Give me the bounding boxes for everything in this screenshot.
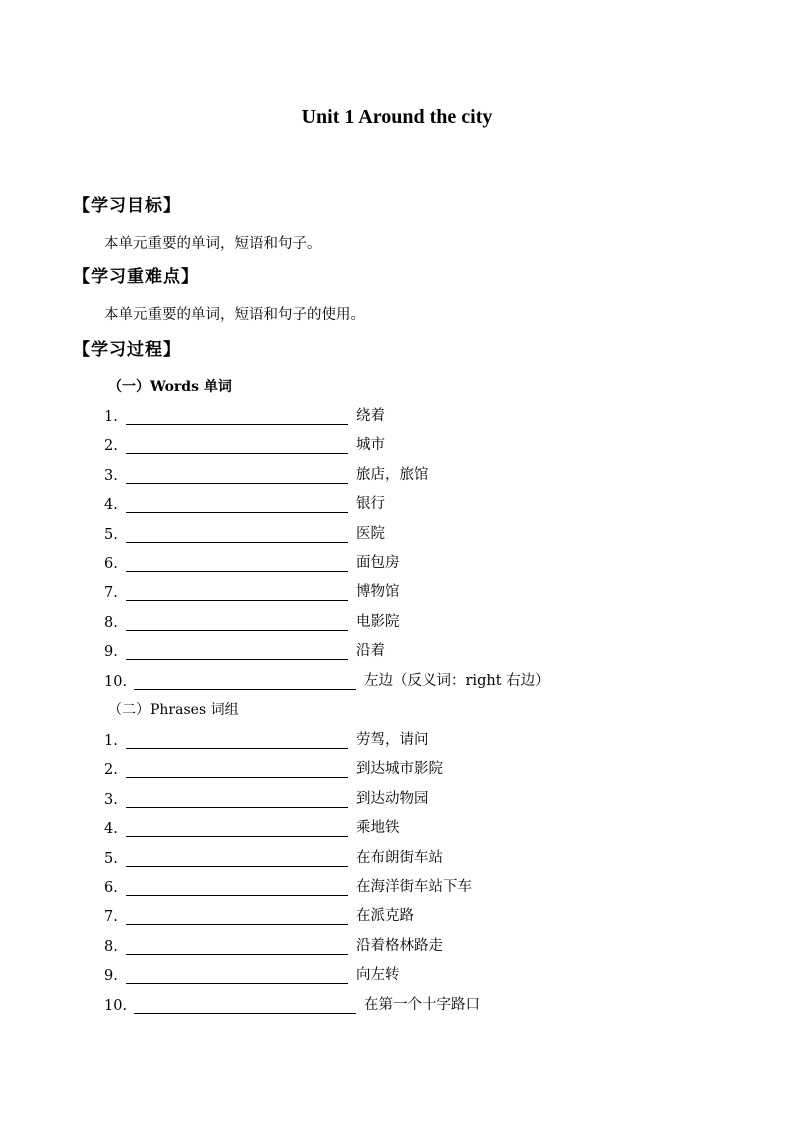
- item-meaning: 劳驾，请问: [356, 732, 429, 748]
- item-meaning: 医院: [356, 525, 385, 542]
- phrases-item: [104, 727, 429, 749]
- answer-blank[interactable]: [126, 760, 348, 778]
- answer-blank[interactable]: [126, 878, 348, 896]
- item-number: 6.: [104, 556, 118, 572]
- item-meaning: 到达动物园: [356, 790, 429, 807]
- item-number: 5.: [104, 850, 118, 867]
- section-heading-key: 【学习重难点】: [73, 267, 199, 287]
- answer-blank[interactable]: [126, 407, 348, 425]
- item-meaning: 银行: [356, 496, 385, 513]
- words-heading: （一）Words 单词: [108, 379, 232, 395]
- answer-blank[interactable]: [126, 466, 348, 484]
- item-number: 2.: [104, 438, 118, 455]
- phrases-item: [104, 845, 443, 867]
- section-heading-goal: 【学习目标】: [73, 196, 181, 216]
- item-meaning: 在布朗街车站: [356, 849, 443, 866]
- phrases-item: [104, 903, 414, 925]
- item-meaning: 在派克路: [356, 908, 414, 925]
- words-item: [104, 521, 385, 543]
- item-meaning: 面包房: [356, 555, 400, 571]
- words-item: [104, 668, 550, 690]
- answer-blank[interactable]: [126, 907, 348, 925]
- phrases-item: [104, 815, 400, 837]
- item-meaning: 沿着格林路走: [356, 937, 443, 954]
- answer-blank[interactable]: [126, 937, 348, 955]
- words-item: [104, 638, 385, 660]
- item-meaning: 在第一个十字路口: [364, 996, 480, 1013]
- answer-blank[interactable]: [126, 583, 348, 601]
- words-item: [104, 462, 429, 484]
- item-number: 3.: [104, 791, 118, 808]
- item-meaning: 乘地铁: [356, 820, 400, 837]
- answer-blank[interactable]: [126, 525, 348, 543]
- item-meaning: 旅店，旅馆: [356, 466, 429, 483]
- phrases-item: [104, 933, 443, 955]
- answer-blank[interactable]: [126, 819, 348, 837]
- item-number: 10.: [104, 673, 128, 690]
- answer-blank[interactable]: [134, 996, 356, 1014]
- phrases-item: [104, 992, 480, 1014]
- item-meaning: 城市: [356, 437, 385, 454]
- phrases-item: [104, 874, 472, 896]
- answer-blank[interactable]: [126, 436, 348, 454]
- item-meaning: 向左转: [356, 967, 400, 984]
- item-number: 1.: [104, 409, 118, 425]
- item-number: 8.: [104, 614, 118, 631]
- phrases-item: [104, 786, 429, 808]
- phrases-item: [104, 962, 400, 984]
- phrases-heading: （二）Phrases 词组: [108, 702, 239, 718]
- item-meaning: 在海洋街车站下车: [356, 879, 472, 895]
- words-item: [104, 432, 385, 454]
- item-meaning: 左边（反义词：right 右边）: [364, 672, 550, 689]
- item-number: 4.: [104, 497, 118, 514]
- words-item: [104, 609, 400, 631]
- section-heading-process: 【学习过程】: [73, 340, 181, 360]
- words-item: [104, 403, 385, 425]
- section-text-goal: 本单元重要的单词，短语和句子。: [104, 236, 322, 252]
- words-item: [104, 579, 400, 601]
- answer-blank[interactable]: [126, 642, 348, 660]
- answer-blank[interactable]: [126, 495, 348, 513]
- answer-blank[interactable]: [126, 554, 348, 572]
- item-number: 1.: [104, 733, 118, 749]
- phrases-item: [104, 756, 443, 778]
- words-item: [104, 491, 385, 513]
- page-title: Unit 1 Around the city: [301, 106, 493, 128]
- item-number: 10.: [104, 997, 128, 1014]
- item-meaning: 博物馆: [356, 584, 400, 601]
- item-meaning: 沿着: [356, 643, 385, 660]
- item-number: 7.: [104, 585, 118, 602]
- answer-blank[interactable]: [126, 849, 348, 867]
- section-text-key: 本单元重要的单词，短语和句子的使用。: [104, 307, 365, 323]
- item-number: 9.: [104, 968, 118, 985]
- item-number: 7.: [104, 909, 118, 926]
- item-number: 3.: [104, 467, 118, 484]
- answer-blank[interactable]: [126, 790, 348, 808]
- item-number: 5.: [104, 526, 118, 543]
- answer-blank[interactable]: [126, 731, 348, 749]
- item-number: 4.: [104, 821, 118, 838]
- item-number: 9.: [104, 644, 118, 661]
- answer-blank[interactable]: [126, 613, 348, 631]
- item-number: 2.: [104, 762, 118, 779]
- item-number: 6.: [104, 880, 118, 896]
- item-number: 8.: [104, 938, 118, 955]
- words-item: [104, 550, 400, 572]
- answer-blank[interactable]: [134, 672, 356, 690]
- item-meaning: 电影院: [356, 613, 400, 630]
- item-meaning: 到达城市影院: [356, 761, 443, 778]
- item-meaning: 绕着: [356, 408, 385, 424]
- answer-blank[interactable]: [126, 966, 348, 984]
